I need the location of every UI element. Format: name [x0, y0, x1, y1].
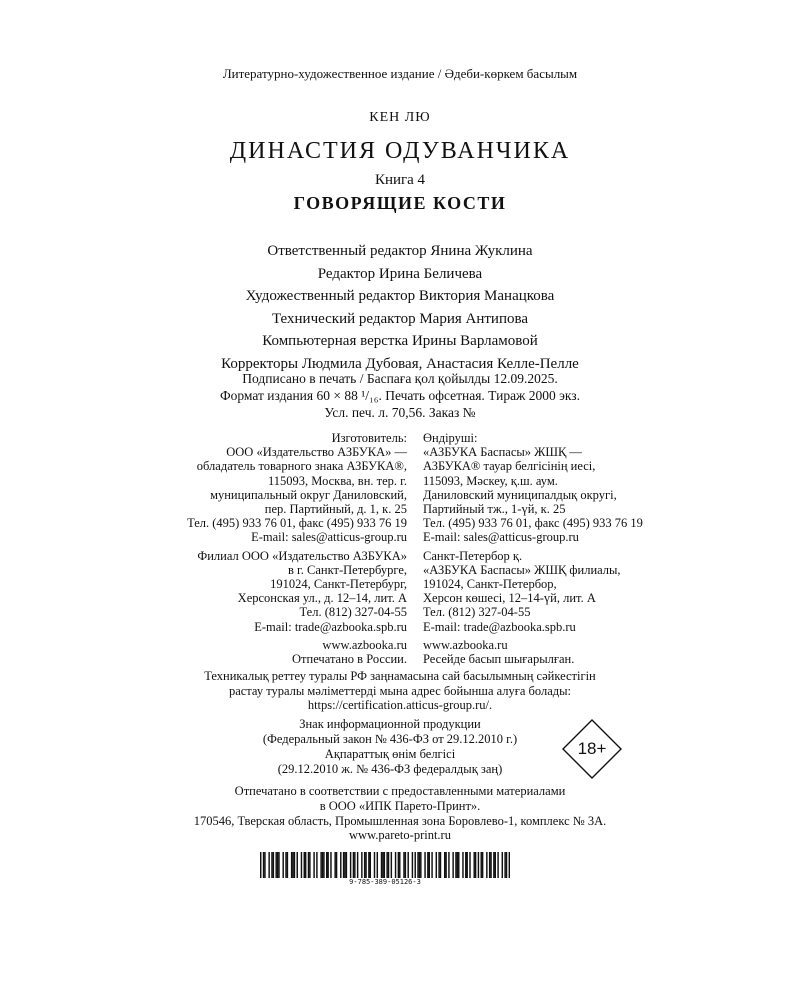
- printer-line: в ООО «ИПК Парето-Принт».: [319, 798, 481, 813]
- barcode-bar: [368, 852, 369, 878]
- printed-in-line: Отпечатано в России.: [292, 652, 407, 667]
- barcode-bar: [398, 852, 399, 878]
- manufacturer-heading: Өндіруші:: [423, 431, 478, 445]
- barcode: [260, 852, 510, 878]
- branch-kz: [423, 549, 753, 634]
- volume-number: Книга 4: [374, 172, 426, 188]
- barcode-bar: [330, 852, 331, 878]
- barcode-bar: [343, 852, 344, 878]
- barcode-bar: [469, 852, 470, 878]
- barcode-bar: [271, 852, 272, 878]
- barcode-bar: [326, 852, 327, 878]
- barcode-bar: [391, 852, 392, 878]
- barcode-bar: [502, 852, 503, 878]
- barcode-bar: [486, 852, 487, 878]
- address-line: АЗБУКА® тауар белгісінің иесі,: [423, 459, 596, 474]
- website-line: www.azbooka.ru: [322, 637, 407, 652]
- printer-line: 170546, Тверская область, Промышленная зона Боровлево-1, комплекс № 3А.: [193, 813, 607, 828]
- isbn-number: 9-785-389-05126-3: [349, 878, 421, 886]
- barcode-bar: [282, 852, 283, 878]
- barcode-bar: [427, 852, 428, 878]
- tech-regulation-line: Техникалық реттеу туралы РФ заңнамасына сай басылымның сәйкестігін: [204, 669, 596, 683]
- barcode-bar: [294, 852, 295, 878]
- address-line: 191024, Санкт-Петербург,: [270, 577, 407, 592]
- credit-line: Компьютерная верстка Ирины Варламовой: [262, 333, 538, 349]
- barcode-bar: [386, 852, 387, 878]
- barcode-bar: [384, 852, 385, 878]
- email-line: E-mail: trade@azbooka.spb.ru: [423, 619, 576, 634]
- barcode-bar: [277, 852, 278, 878]
- address-line: 115093, Мәскеу, қ.ш. аум.: [423, 473, 558, 488]
- email-line: E-mail: sales@atticus-group.ru: [251, 530, 407, 545]
- tech-regulation: [0, 669, 800, 713]
- printer-line: Отпечатано в соответствии с предоставленными материалами: [234, 784, 566, 798]
- email-line: E-mail: sales@atticus-group.ru: [423, 530, 579, 545]
- credits-block: [0, 240, 800, 375]
- barcode-bar: [407, 852, 408, 878]
- address-line: «АЗБУКА Баспасы» ЖШҚ —: [423, 445, 582, 460]
- barcode-bar: [357, 852, 358, 878]
- certification-link: https://certification.atticus-group.ru/.: [307, 698, 493, 712]
- barcode-bar: [292, 852, 293, 878]
- barcode-bar: [327, 852, 328, 878]
- barcode-bar: [382, 852, 383, 878]
- barcode-bar: [374, 852, 375, 878]
- credit-line: Корректоры Людмила Дубовая, Анастасия Келле-Пелле: [221, 355, 579, 372]
- barcode-bar: [344, 852, 345, 878]
- manufacturer-kz: [423, 431, 753, 545]
- address-line: 115093, Москва, вн. тер. г.: [267, 473, 407, 488]
- barcode-bar: [297, 852, 298, 878]
- barcode-bar: [322, 852, 323, 878]
- barcode-bar: [388, 852, 389, 878]
- email-line: E-mail: trade@azbooka.spb.ru: [254, 619, 407, 634]
- web-ru: [60, 638, 407, 666]
- web-kz: [423, 638, 753, 666]
- credit-line: Художественный редактор Виктория Манацкова: [245, 288, 555, 304]
- info-mark-line: (Федеральный закон № 436-ФЗ от 29.12.2010 г.): [262, 732, 518, 746]
- barcode-bar: [361, 852, 362, 878]
- publisher-column-ru: [60, 431, 407, 670]
- address-line: Филиал ООО «Издательство АЗБУКА»: [197, 548, 407, 563]
- address-line: Херсон көшесі, 12–14-үй, лит. А: [423, 591, 596, 606]
- manufacturer-heading: Изготовитель:: [331, 431, 407, 445]
- website-line: www.azbooka.ru: [423, 637, 508, 652]
- barcode-bar: [473, 852, 474, 878]
- barcode-bar: [475, 852, 476, 878]
- barcode-bar: [264, 852, 265, 878]
- barcode-bar: [350, 852, 351, 878]
- info-product-mark: [215, 717, 565, 777]
- barcode-bar: [509, 852, 510, 878]
- barcode-bar: [478, 852, 479, 878]
- barcode-bar: [414, 852, 415, 878]
- barcode-bar: [320, 852, 321, 878]
- barcode-bar: [482, 852, 483, 878]
- phone-line: Тел. (812) 327-04-55: [299, 605, 407, 620]
- barcode-bar: [301, 852, 302, 878]
- address-line: Санкт-Петербор қ.: [423, 548, 523, 563]
- phone-line: Тел. (495) 933 76 01, факс (495) 933 76 19: [187, 516, 407, 531]
- printed-in-line: Ресейде басып шығарылған.: [423, 652, 575, 667]
- barcode-bar: [370, 852, 371, 878]
- barcode-bar: [377, 852, 378, 878]
- barcode-bar: [489, 852, 490, 878]
- barcode-bar: [403, 852, 404, 878]
- barcode-bar: [287, 852, 288, 878]
- phone-line: Тел. (812) 327-04-55: [423, 605, 531, 620]
- barcode-bar: [490, 852, 491, 878]
- barcode-bar: [273, 852, 274, 878]
- barcode-bar: [440, 852, 441, 878]
- barcode-bar: [334, 852, 335, 878]
- barcode-bar: [305, 852, 306, 878]
- tech-regulation-line: растау туралы мәліметтерді мына адрес бойынша алуға болады:: [228, 683, 572, 698]
- print-info: [0, 370, 800, 421]
- address-line: Партийный тж., 1-үй, к. 25: [423, 502, 566, 517]
- barcode-bar: [424, 852, 425, 878]
- barcode-bar: [309, 852, 310, 878]
- credit-line: Технический редактор Мария Антипова: [271, 310, 529, 327]
- barcode-bar: [353, 852, 354, 878]
- barcode-bar: [457, 852, 458, 878]
- barcode-bar: [417, 852, 418, 878]
- barcode-bar: [412, 852, 413, 878]
- barcode-bar: [278, 852, 279, 878]
- address-line: 191024, Санкт-Петербор,: [423, 577, 557, 592]
- barcode-bar: [466, 852, 467, 878]
- barcode-bar: [455, 852, 456, 878]
- barcode-bar: [354, 852, 355, 878]
- address-line: обладатель товарного знака АЗБУКА®,: [196, 459, 407, 474]
- printer-info: [0, 784, 800, 843]
- barcode-bar: [340, 852, 341, 878]
- barcode-bar: [444, 852, 445, 878]
- barcode-bar: [275, 852, 276, 878]
- barcode-bar: [452, 852, 453, 878]
- barcode-bar: [431, 852, 432, 878]
- address-line: в г. Санкт-Петербурге,: [288, 562, 407, 577]
- print-sheets: Усл. печ. л. 70,56. Заказ №: [324, 405, 476, 420]
- barcode-bar: [448, 852, 449, 878]
- barcode-bar: [462, 852, 463, 878]
- edition-format: Формат издания 60 × 88 ¹/₁₆. Печать офсетная. Тираж 2000 экз.: [219, 388, 581, 403]
- address-line: муниципальный округ Даниловский,: [210, 487, 407, 502]
- barcode-bar: [308, 852, 309, 878]
- phone-line: Тел. (495) 933 76 01, факс (495) 933 76 19: [423, 516, 643, 531]
- printer-website: www.pareto-print.ru: [349, 828, 451, 843]
- barcode-bar: [346, 852, 347, 878]
- barcode-bar: [323, 852, 324, 878]
- publisher-column-kz: [423, 431, 753, 670]
- barcode-bar: [458, 852, 459, 878]
- barcode-bar: [506, 852, 507, 878]
- barcode-bar: [497, 852, 498, 878]
- barcode-bar: [405, 852, 406, 878]
- address-line: Даниловский муниципалдық округі,: [423, 487, 617, 502]
- barcode-bar: [438, 852, 439, 878]
- series-title: ДИНАСТИЯ ОДУВАНЧИКА: [229, 138, 571, 164]
- barcode-bar: [465, 852, 466, 878]
- barcode-bar: [304, 852, 305, 878]
- barcode-bar: [493, 852, 494, 878]
- barcode-bar: [365, 852, 366, 878]
- info-mark-line: Ақпараттық өнім белгісі: [324, 747, 456, 761]
- barcode-bar: [268, 852, 269, 878]
- barcode-bar: [291, 852, 292, 878]
- address-line: ООО «Издательство АЗБУКА» —: [226, 445, 407, 460]
- info-mark-line: (29.12.2010 ж. № 436-ФЗ федералдық заң): [277, 762, 503, 776]
- barcode-bar: [445, 852, 446, 878]
- barcode-bar: [481, 852, 482, 878]
- branch-ru: [60, 549, 407, 634]
- barcode-bar: [495, 852, 496, 878]
- barcode-bar: [260, 852, 261, 878]
- info-mark-line: Знак информационной продукции: [299, 717, 481, 731]
- edition-type: Литературно-художественное издание / Әдеби-көркем басылым: [222, 66, 578, 81]
- age-rating-badge: [561, 718, 623, 780]
- address-line: пер. Партийный, д. 1, к. 25: [264, 502, 407, 517]
- author-name: КЕН ЛЮ: [369, 110, 431, 125]
- barcode-bar: [316, 852, 317, 878]
- barcode-bar: [336, 852, 337, 878]
- address-line: «АЗБУКА Баспасы» ЖШҚ филиалы,: [423, 562, 621, 577]
- credit-line: Ответственный редактор Янина Жуклина: [267, 243, 533, 259]
- barcode-bar: [313, 852, 314, 878]
- manufacturer-ru: [60, 431, 407, 545]
- age-rating-text: 18+: [577, 739, 607, 758]
- barcode-bar: [285, 852, 286, 878]
- barcode-bar: [395, 852, 396, 878]
- barcode-bar: [419, 852, 420, 878]
- barcode-bar: [263, 852, 264, 878]
- signed-date: Подписано в печать / Баспаға қол қойылды 12.09.2025.: [242, 371, 558, 386]
- barcode-bar: [504, 852, 505, 878]
- barcode-bar: [381, 852, 382, 878]
- credit-line: Редактор Ирина Беличева: [317, 265, 483, 282]
- barcode-bar: [399, 852, 400, 878]
- book-title: ГОВОРЯЩИЕ КОСТИ: [293, 193, 507, 213]
- barcode-bar: [420, 852, 421, 878]
- barcode-bar: [364, 852, 365, 878]
- address-line: Херсонская ул., д. 12–14, лит. А: [237, 591, 407, 606]
- barcode-bar: [436, 852, 437, 878]
- barcode-bar: [429, 852, 430, 878]
